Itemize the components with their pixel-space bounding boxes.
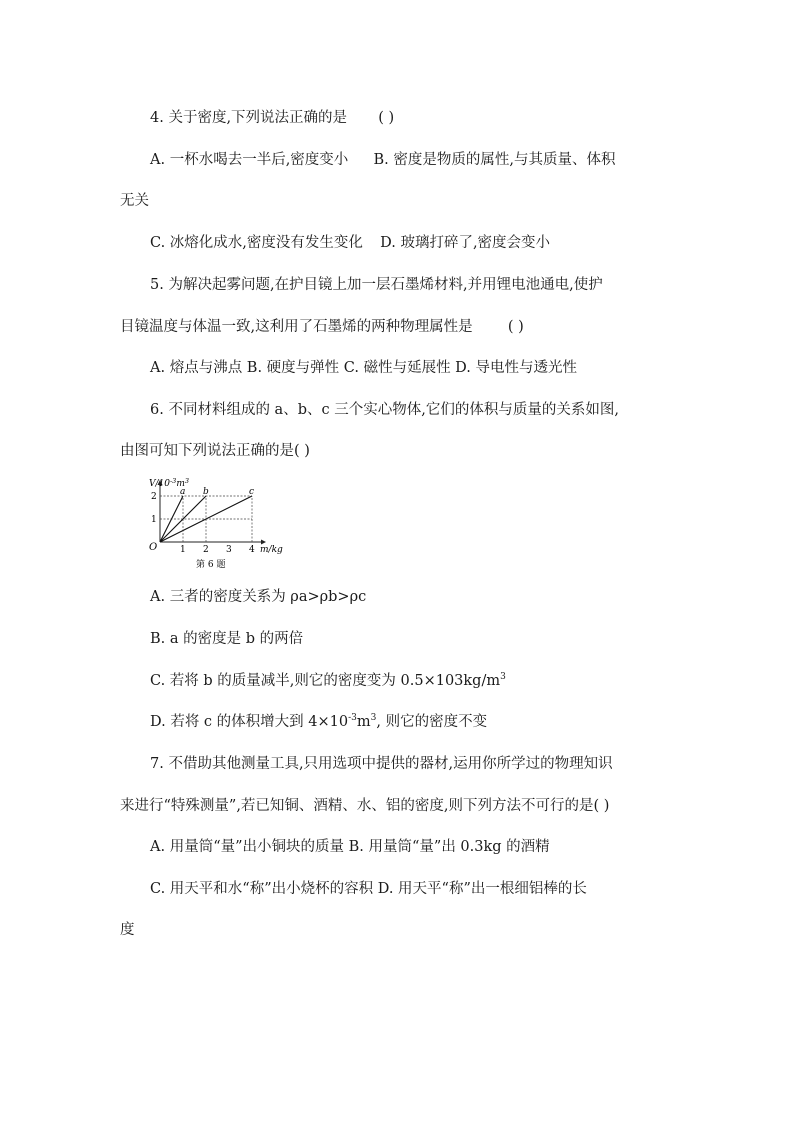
fig-y-tick-label: 1 xyxy=(151,515,157,525)
fig-origin: O xyxy=(149,542,158,553)
q6-option-d-text1: D. 若将 c 的体积增大到 4×10 xyxy=(150,714,349,730)
q7-stem-line2: 来进行“特殊测量”,若已知铜、酒精、水、铝的密度,则下列方法不可行的是( ) xyxy=(120,798,610,814)
q4-option-b-cont: 无关 xyxy=(120,193,149,209)
q6-option-a: A. 三者的密度关系为 ρa>ρb>ρc xyxy=(150,589,367,605)
fig-x-tick-label: 3 xyxy=(226,545,232,555)
fig-series-label-b: b xyxy=(203,487,209,497)
q7-option-d-cont: 度 xyxy=(120,922,135,938)
q5-stem-line1: 5. 为解决起雾问题,在护目镜上加一层石墨烯材料,并用锂电池通电,使护 xyxy=(150,277,603,293)
q4-option-a: A. 一杯水喝去一半后,密度变小 xyxy=(150,152,349,168)
q6-figure xyxy=(148,478,298,573)
fig-x-tick-label: 2 xyxy=(203,545,209,555)
q6-option-d-text2: m xyxy=(356,714,371,730)
q7-options-ab: A. 用量筒“量”出小铜块的质量 B. 用量筒“量”出 0.3kg 的酒精 xyxy=(150,839,550,855)
q5-options: A. 熔点与沸点 B. 硬度与弹性 C. 磁性与延展性 D. 导电性与透光性 xyxy=(150,360,578,376)
fig-series-label-a: a xyxy=(180,487,186,497)
fig-series-line-a xyxy=(160,496,183,542)
q4-option-d: D. 玻璃打碎了,密度会变小 xyxy=(380,235,551,251)
q6-option-c-sup: 3 xyxy=(500,672,506,683)
q7-options-cd: C. 用天平和水“称”出小烧杯的容积 D. 用天平“称”出一根细铝棒的长 xyxy=(150,881,587,897)
q6-option-d-sup2: 3 xyxy=(370,713,377,724)
q4-options-cd xyxy=(150,233,550,253)
q6-option-d-text3: , 则它的密度不变 xyxy=(376,714,488,730)
q6-option-c-text: C. 若将 b 的质量减半,则它的密度变为 0.5×103kg/m xyxy=(150,673,501,689)
q5-stem-text: 目镜温度与体温一致,这利用了石墨烯的两种物理属性是 xyxy=(120,319,473,335)
q4-stem-text: 4. 关于密度,下列说法正确的是 xyxy=(150,110,348,126)
fig-y-tick-label: 2 xyxy=(151,492,157,502)
fig-series-label-c: c xyxy=(249,487,255,497)
q5-answer-paren: ( ) xyxy=(507,319,524,335)
q4-options-ab xyxy=(150,150,616,170)
q6-option-d xyxy=(150,712,487,732)
fig-x-tick-label: 4 xyxy=(249,545,255,555)
fig-x-axis-arrow xyxy=(261,540,266,545)
q7-stem-line1: 7. 不借助其他测量工具,只用选项中提供的器材,运用你所学过的物理知识 xyxy=(150,756,613,772)
q6-stem-line1: 6. 不同材料组成的 a、b、c 三个实心物体,它们的体积与质量的关系如图, xyxy=(150,402,619,418)
fig-xlabel: m/kg xyxy=(260,545,283,555)
fig-caption: 第 6 题 xyxy=(196,560,226,570)
fig-ylabel: $V/10^{-3}m^3$ xyxy=(149,478,190,489)
q6-option-c xyxy=(150,671,506,691)
q4-option-b: B. 密度是物质的属性,与其质量、体积 xyxy=(373,152,616,168)
q6-option-b: B. a 的密度是 b 的两倍 xyxy=(150,631,304,647)
q6-stem-line2: 由图可知下列说法正确的是( ) xyxy=(120,443,310,459)
q4-option-c: C. 冰熔化成水,密度没有发生变化 xyxy=(150,235,363,251)
q5-stem-line2 xyxy=(120,317,524,337)
q6-option-d-sup1: -3 xyxy=(348,713,357,724)
q4-answer-paren: ( ) xyxy=(378,110,395,126)
fig-x-tick-label: 1 xyxy=(180,545,186,555)
q4-stem xyxy=(150,108,394,128)
